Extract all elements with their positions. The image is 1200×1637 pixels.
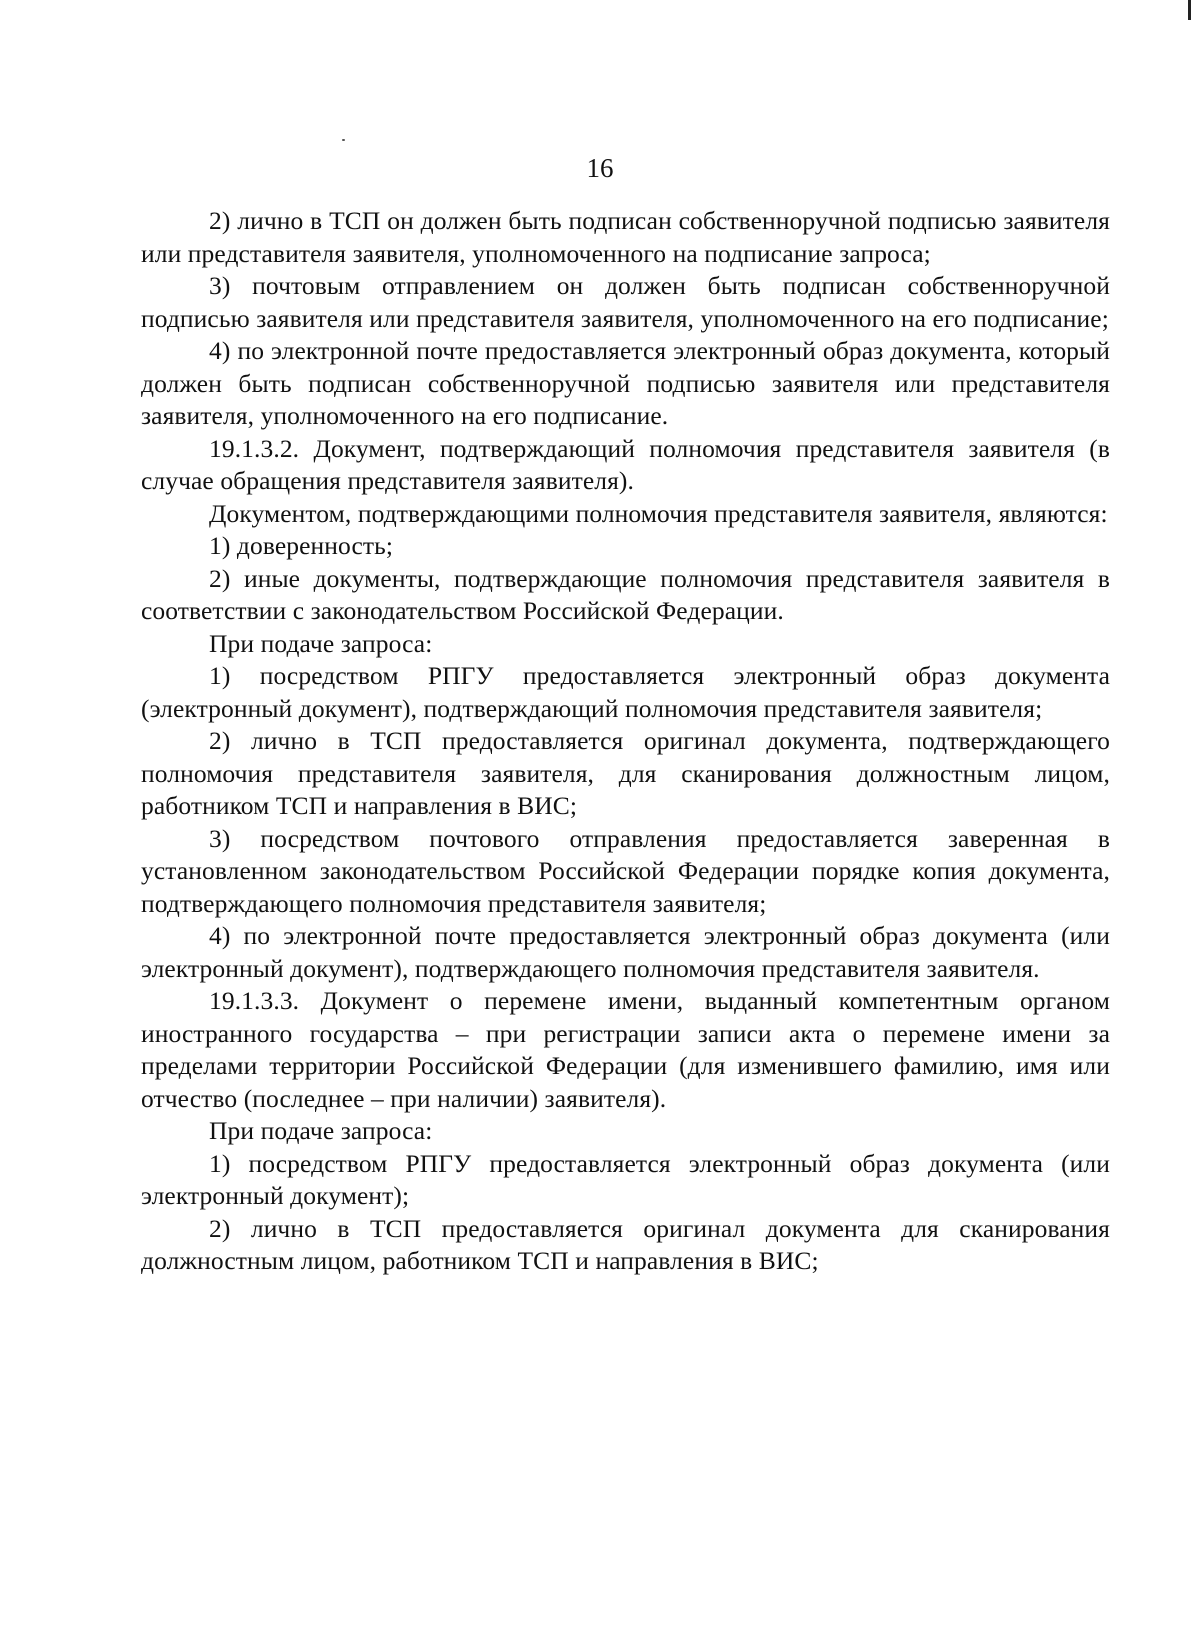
paragraph: 1) посредством РПГУ предоставляется электронный образ документа (или электронный документ); xyxy=(141,1148,1110,1210)
paragraph: 3) посредством почтового отправления предоставляется заверенная в установленном законодательством Российской Федерации порядке копия документа, подтверждающего полномочия представителя заявителя; xyxy=(141,823,1110,918)
document-body xyxy=(141,205,1110,1278)
paragraph: 1) доверенность; xyxy=(209,531,394,560)
paragraph: 4) по электронной почте предоставляется электронный образ документа, который должен быть подписан собственноручной подписью заявителя или представителя заявителя, уполномоченного на его подписание. xyxy=(141,336,1110,430)
paragraph: При подаче запроса: xyxy=(209,628,433,658)
scan-speck xyxy=(342,139,345,141)
page-number: 16 xyxy=(586,153,614,183)
paragraph: 2) лично в ТСП предоставляется оригинал документа, подтверждающего полномочия представителя заявителя, для сканирования должностным лицом, работником ТСП и направления в ВИС; xyxy=(141,726,1110,820)
paragraph: 19.1.3.2. Документ, подтверждающий полномочия представителя заявителя (в случае обращения представителя заявителя). xyxy=(141,433,1110,495)
paragraph: При подаче запроса: xyxy=(209,1116,433,1145)
scan-edge-mark xyxy=(1188,0,1191,20)
paragraph: 1) посредством РПГУ предоставляется электронный образ документа (электронный документ), подтверждающий полномочия представителя заявителя; xyxy=(141,661,1110,723)
paragraph: 4) по электронной почте предоставляется электронный образ документа (или электронный документ), подтверждающего полномочия представителя заявителя. xyxy=(141,921,1110,983)
paragraph: 19.1.3.3. Документ о перемене имени, выданный компетентным органом иностранного государства – при регистрации записи акта о перемене имени за пределами территории Российской Федерации (для изменившего фамилию, имя или отчество (последнее – при наличии) заявителя). xyxy=(141,986,1110,1113)
paragraph: 2) лично в ТСП предоставляется оригинал документа для сканирования должностным лицом, работником ТСП и направления в ВИС; xyxy=(141,1213,1110,1275)
paragraph: 2) лично в ТСП он должен быть подписан собственноручной подписью заявителя или представителя заявителя, уполномоченного на подписание запроса; xyxy=(141,206,1110,268)
paragraph: 2) иные документы, подтверждающие полномочия представителя заявителя в соответствии с законодательством Российской Федерации. xyxy=(141,563,1110,625)
paragraph: Документом, подтверждающими полномочия представителя заявителя, являются: xyxy=(209,498,1108,528)
paragraph: 3) почтовым отправлением он должен быть подписан собственноручной подписью заявителя или представителя заявителя, уполномоченного на его подписание; xyxy=(141,271,1110,333)
